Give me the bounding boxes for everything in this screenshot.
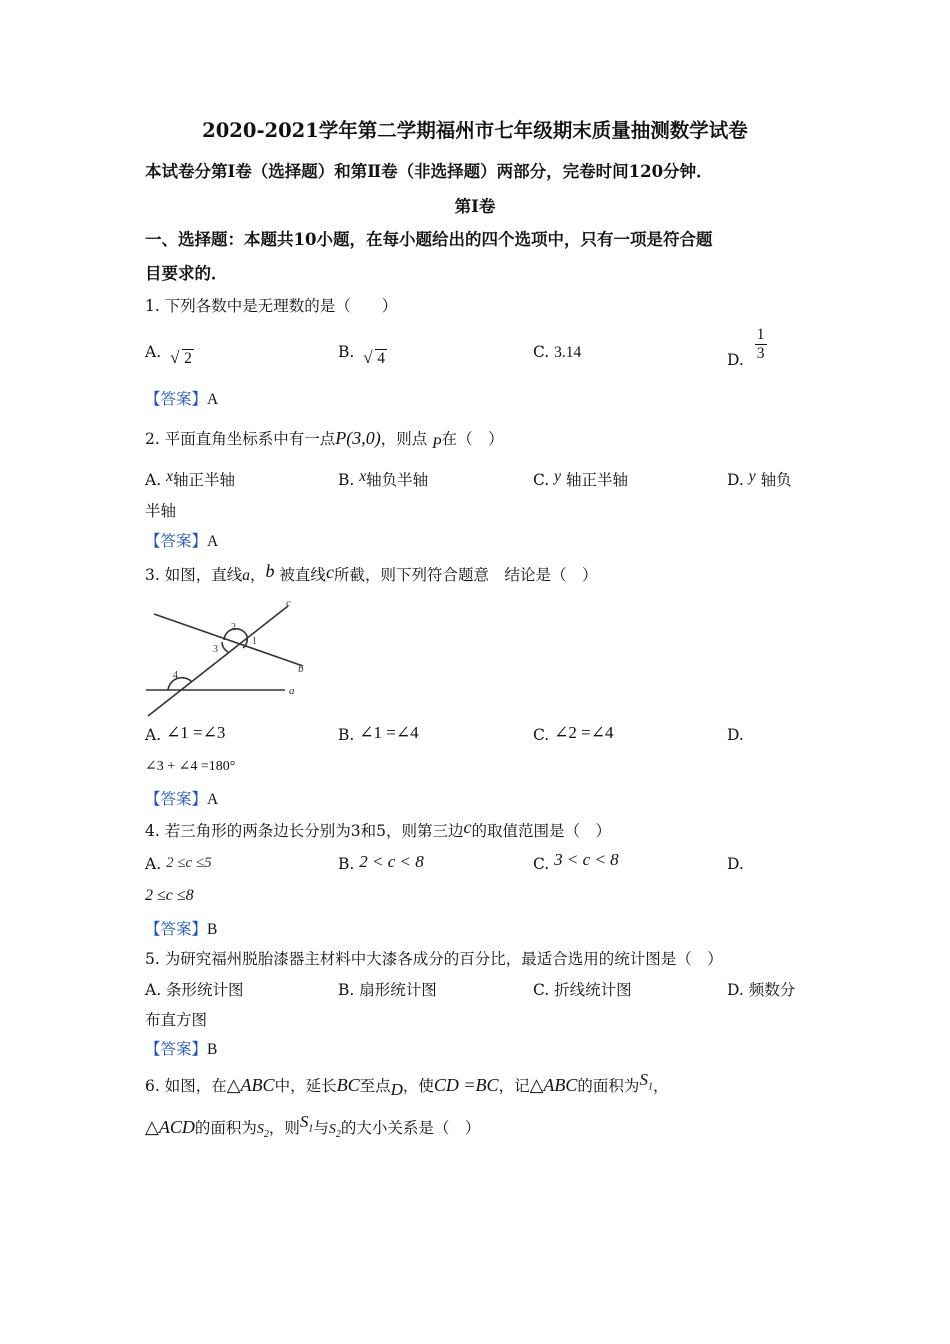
q5-option-d-wrap: 布直方图 (145, 1011, 208, 1029)
sqrt-symbol: √ 4 (363, 348, 386, 367)
q4-option-c: C. 3 < c < 8 (533, 850, 619, 873)
q1-answer: 【答案】A (145, 390, 219, 408)
q2-option-b: B. x轴负半轴 (338, 468, 429, 489)
line-c (148, 606, 288, 716)
part-heading: 第Ⅰ卷 (454, 197, 496, 216)
line-b (154, 614, 303, 666)
section-heading-cont: 目要求的． (145, 264, 228, 283)
q3-answer: 【答案】A (145, 790, 219, 808)
question-2-stem: 2. 平面直角坐标系中有一点P(3,0)，则点 P在（ ） (145, 428, 504, 452)
angle-arc-3 (222, 642, 228, 652)
q5-option-d: D. 频数分 (727, 981, 796, 999)
q1-option-d: D. $\frac{1}{3}$ (727, 326, 765, 369)
question-6-stem-line1: 6. 如图，在△ABC中，延长BC至点D，使CD =BC，记△ABC的面积为$S_1$， (145, 1070, 669, 1099)
q4-option-b: B. 2 < c < 8 (338, 852, 424, 873)
q2-answer: 【答案】A (145, 532, 219, 550)
q3-figure (140, 594, 310, 720)
q3-option-d: D. (727, 726, 744, 744)
q1-option-c: C. 3.14 (533, 343, 582, 361)
q4-option-d: D. (727, 855, 744, 873)
question-1-stem: 1. 下列各数中是无理数的是（ ） (145, 297, 398, 315)
q3-option-d-expr: ∠3 + ∠4 =180° (145, 759, 236, 774)
section-heading: 一、选择题：本题共10小题，在每小题给出的四个选项中，只有一项是符合题 (145, 230, 713, 249)
answer-tag: 【答案】 (145, 390, 208, 408)
fig-label-c: c (286, 597, 291, 609)
sqrt-symbol: √ 2 (170, 348, 192, 367)
q5-answer: 【答案】B (145, 1040, 218, 1058)
fig-label-a: a (289, 685, 295, 697)
fig-label-4: 4 (173, 670, 178, 681)
q2-option-a: A. x轴正半轴 (145, 468, 235, 489)
fraction: $\frac{1}{3}$ (756, 326, 765, 362)
fig-label-b: b (298, 663, 304, 675)
q2-option-c: C. y 轴正半轴 (533, 468, 629, 489)
fig-label-2: 2 (231, 622, 236, 633)
question-6-stem-line2: △ACD的面积为$S_2$，则$S_1$与$S_2$的大小关系是（ ） (145, 1112, 481, 1140)
q3-option-a: A. ∠1 =∠3 (145, 723, 226, 744)
fig-label-1: 1 (252, 636, 257, 647)
q4-option-d-expr: 2 ≤c ≤8 (145, 887, 194, 904)
page-title: 2020-2021学年第二学期福州市七年级期末质量抽测数学试卷 (202, 119, 748, 142)
q2-option-d-wrap: 半轴 (145, 502, 177, 520)
q3-option-b: B. ∠1 =∠4 (338, 723, 419, 744)
q5-option-c: C. 折线统计图 (533, 981, 632, 999)
q4-option-a: A. 2 ≤c ≤5 (145, 855, 212, 873)
question-4-stem: 4. 若三角形的两条边长分别为3和5，则第三边c的取值范围是（ ） (145, 817, 611, 840)
q5-option-b: B. 扇形统计图 (338, 981, 437, 999)
q1-option-b: B. √ 4 (338, 343, 386, 367)
question-3-stem: 3. 如图，直线a，b 被直线c所截，则下列符合题意 结论是（ ） (145, 561, 598, 584)
q5-option-a: A. 条形统计图 (145, 981, 244, 999)
q2-option-d: D. y 轴负 (727, 468, 792, 489)
q3-option-c: C. ∠2 =∠4 (533, 723, 614, 744)
fig-label-3: 3 (213, 644, 218, 655)
q1-option-a: A. √ 2 (145, 343, 192, 367)
exam-intro: 本试卷分第Ⅰ卷（选择题）和第Ⅱ卷（非选择题）两部分，完卷时间120分钟． (145, 162, 713, 181)
question-5-stem: 5. 为研究福州脱胎漆器主材料中大漆各成分的百分比，最适合选用的统计图是（ ） (145, 950, 723, 968)
q4-answer: 【答案】B (145, 920, 218, 938)
